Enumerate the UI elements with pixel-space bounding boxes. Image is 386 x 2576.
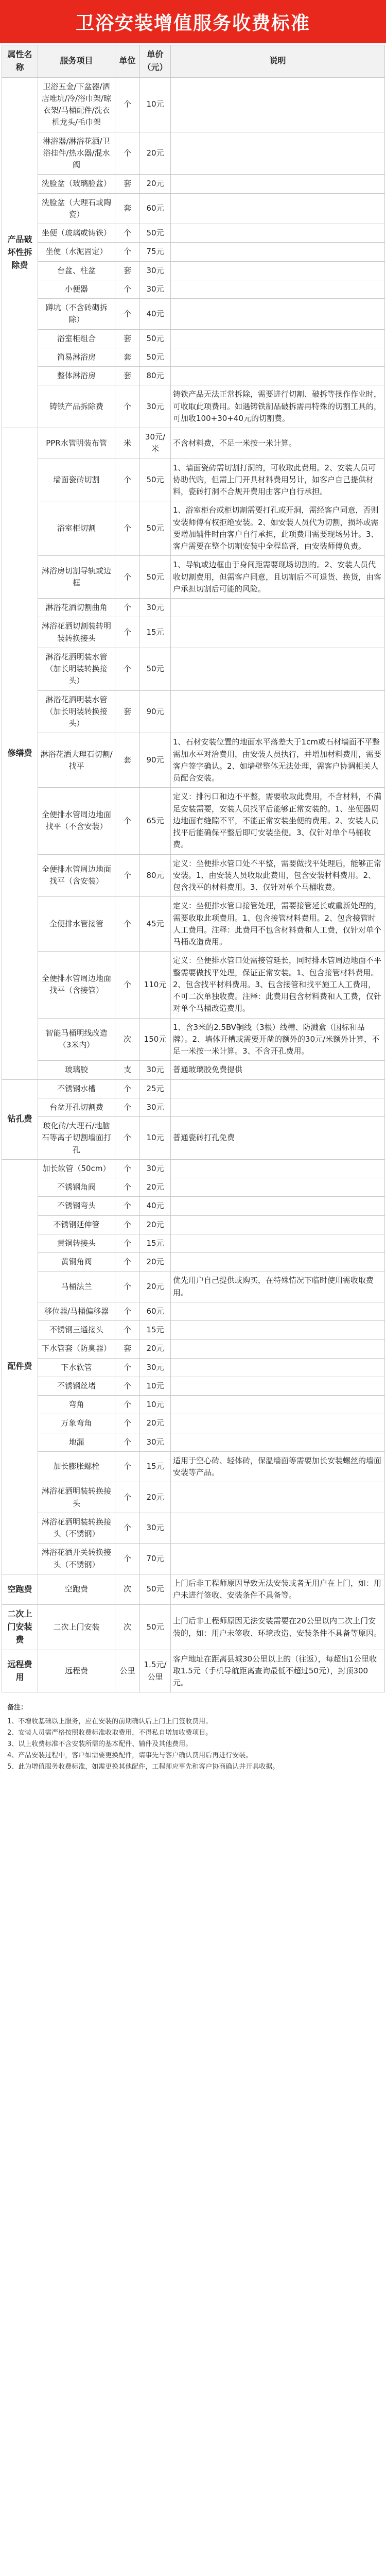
- unit-cell: 个: [115, 897, 140, 952]
- unit-cell: 个: [115, 1321, 140, 1340]
- table-row: [2, 1098, 385, 1116]
- table-row: [2, 1117, 385, 1160]
- note-cell: [171, 261, 385, 280]
- unit-cell: 套: [115, 348, 140, 366]
- service-item-cell: 加长软管（50cm）: [38, 1159, 115, 1178]
- service-item-cell: 蹲坑（不含砖砌拆除）: [38, 299, 115, 330]
- footnotes-lines: [7, 1716, 379, 1773]
- unit-cell: 个: [115, 132, 140, 175]
- table-row: [2, 1079, 385, 1098]
- title-bar: [0, 0, 386, 43]
- note-cell: [171, 1414, 385, 1433]
- price-cell: 30元: [140, 1513, 171, 1544]
- unit-cell: 个: [115, 1197, 140, 1215]
- price-cell: 50元: [140, 329, 171, 348]
- service-item-cell: 不锈钢角阀: [38, 1178, 115, 1197]
- table-row: [2, 1302, 385, 1320]
- note-cell: 定义：坐便排水管口处不平整，需要做找平处理后，能够正常安装。1、由安装人员收取此费用，包含安装材料费用。2、包含找平的材料费用。3、仅针对单个马桶收费。: [171, 854, 385, 897]
- unit-cell: 个: [115, 952, 140, 1018]
- unit-cell: 套: [115, 193, 140, 224]
- table-row: [2, 788, 385, 854]
- unit-cell: 次: [115, 1018, 140, 1061]
- unit-cell: 次: [115, 1605, 140, 1650]
- table-row: [2, 1234, 385, 1252]
- unit-cell: 套: [115, 329, 140, 348]
- table-row: [2, 1358, 385, 1377]
- service-item-cell: 墙面瓷砖切割: [38, 459, 115, 501]
- service-item-cell: 不锈钢弯头: [38, 1197, 115, 1215]
- price-cell: 15元: [140, 1234, 171, 1252]
- price-cell: 75元: [140, 243, 171, 261]
- table-row: [2, 1513, 385, 1544]
- service-item-cell: 全便排水管周边地面找平（含接管）: [38, 952, 115, 1018]
- price-cell: 15元: [140, 1321, 171, 1340]
- unit-cell: 个: [115, 556, 140, 599]
- category-cell: 修缮费: [2, 428, 38, 1080]
- table-row: [2, 367, 385, 385]
- price-cell: 20元: [140, 175, 171, 193]
- table-row: [2, 1018, 385, 1061]
- category-cell: 空跑费: [2, 1574, 38, 1605]
- table-row: [2, 648, 385, 690]
- price-cell: 60元: [140, 1302, 171, 1320]
- unit-cell: 个: [115, 1358, 140, 1377]
- note-cell: 不含材料费，不足一米按一米计算。: [171, 428, 385, 459]
- note-cell: [171, 243, 385, 261]
- header-category: 属性名称: [2, 45, 38, 78]
- unit-cell: 个: [115, 385, 140, 428]
- service-item-cell: 下水软管: [38, 1358, 115, 1377]
- price-cell: 80元: [140, 854, 171, 897]
- price-cell: 60元: [140, 193, 171, 224]
- price-cell: 70元: [140, 1544, 171, 1574]
- price-cell: 50元: [140, 459, 171, 501]
- service-item-cell: 加长膨胀螺栓: [38, 1451, 115, 1482]
- price-cell: 50元: [140, 1605, 171, 1650]
- service-item-cell: PPR水管明装布管: [38, 428, 115, 459]
- unit-cell: 个: [115, 1079, 140, 1098]
- note-cell: [171, 193, 385, 224]
- unit-cell: 个: [115, 1433, 140, 1451]
- header-price: 单价（元）: [140, 45, 171, 78]
- service-item-cell: 淋浴花洒明装转换接头: [38, 1482, 115, 1513]
- note-cell: [171, 1197, 385, 1215]
- price-cell: 20元: [140, 1340, 171, 1358]
- note-cell: 1、浴室柜台或柜切割需要打孔或开洞，需经客户同意，否则安装师傅有权拒绝安装。2、如安装人员代为切割，损坏或需要增加辅件时由客户自行承担，此项费用需要现场另计。3、客户需要在整个切割安装中全程监督，由安装师傅负责。: [171, 501, 385, 556]
- service-item-cell: 下水管套（防臭器）: [38, 1340, 115, 1358]
- unit-cell: 个: [115, 1272, 140, 1302]
- table-row: [2, 1321, 385, 1340]
- service-item-cell: 洗脸盆（玻璃脸盆）: [38, 175, 115, 193]
- service-item-cell: 坐便（玻璃或铸铁）: [38, 224, 115, 243]
- table-row: [2, 854, 385, 897]
- price-cell: 30元: [140, 1098, 171, 1116]
- service-item-cell: 弯角: [38, 1396, 115, 1414]
- service-item-cell: 铸铁产品拆除费: [38, 385, 115, 428]
- price-cell: 50元: [140, 224, 171, 243]
- price-cell: 20元: [140, 1414, 171, 1433]
- price-cell: 30元: [140, 1358, 171, 1377]
- note-cell: [171, 690, 385, 733]
- note-cell: [171, 348, 385, 366]
- unit-cell: 个: [115, 459, 140, 501]
- price-cell: 30元: [140, 261, 171, 280]
- price-cell: 1.5元/公里: [140, 1650, 171, 1692]
- footnote-line: 5、此为增值服务收费标准，如需更换其他配件，工程师应事先和客户协商确认并开具收据。: [7, 1762, 279, 1771]
- service-item-cell: 万象弯角: [38, 1414, 115, 1433]
- note-cell: 1、石材安装位置的地面水平落差大于1cm或石材墙面不平整需加水平对洽费用，由安装人员执行，并增加材料费用，需要客户签字确认。2、如墙壁整体无法处理，需客户协调相关人员配合安装。: [171, 733, 385, 788]
- service-item-cell: 台盆、柱盆: [38, 261, 115, 280]
- service-item-cell: 整体淋浴房: [38, 367, 115, 385]
- service-item-cell: 全便排水管周边地面找平（含安装）: [38, 854, 115, 897]
- service-item-cell: 黄铜转接头: [38, 1234, 115, 1252]
- table-row: [2, 501, 385, 556]
- note-cell: [171, 1433, 385, 1451]
- price-cell: 90元: [140, 690, 171, 733]
- header-item: 服务项目: [38, 45, 115, 78]
- note-cell: [171, 1234, 385, 1252]
- price-cell: 40元: [140, 1197, 171, 1215]
- unit-cell: 个: [115, 1117, 140, 1160]
- unit-cell: 个: [115, 648, 140, 690]
- unit-cell: 支: [115, 1061, 140, 1079]
- header-unit: 单位: [115, 45, 140, 78]
- table-row: [2, 299, 385, 330]
- service-item-cell: 空跑费: [38, 1574, 115, 1605]
- note-cell: [171, 1302, 385, 1320]
- note-cell: [171, 175, 385, 193]
- table-row: [2, 261, 385, 280]
- unit-cell: 套: [115, 733, 140, 788]
- table-row: [2, 690, 385, 733]
- table-row: [2, 385, 385, 428]
- note-cell: [171, 77, 385, 132]
- table-row: [2, 1061, 385, 1079]
- note-cell: [171, 1544, 385, 1574]
- table-row: [2, 428, 385, 459]
- service-item-cell: 不锈钢丝堵: [38, 1377, 115, 1395]
- service-item-cell: 淋浴花洒切割装转明装转换接头: [38, 617, 115, 648]
- table-row: [2, 1159, 385, 1178]
- note-cell: [171, 1321, 385, 1340]
- table-row: [2, 1414, 385, 1433]
- note-cell: [171, 1377, 385, 1395]
- price-cell: 20元: [140, 132, 171, 175]
- note-cell: 定义：排污口和边不平整，需要收取此费用，不含材料，不满足安装需要，安装人员找平后能够正常安装的。1、坐便器周边地面有缝隙不平，不能正常安装坐便的费用。2、安装人员找平后能确保平整后即可安装坐便。3、仅针对单个马桶收费。: [171, 788, 385, 854]
- service-item-cell: 玻璃胶: [38, 1061, 115, 1079]
- unit-cell: 个: [115, 1302, 140, 1320]
- price-cell: 30元: [140, 385, 171, 428]
- table-row: [2, 1451, 385, 1482]
- note-cell: 1、导轨或边框由于身间距需要现场切割的。2、安装人员代收切割费用，但需客户同意，且切割后不可退货、换货，由客户承担切割后可能的风险。: [171, 556, 385, 599]
- price-cell: 50元: [140, 501, 171, 556]
- table-row: [2, 280, 385, 298]
- footnote-line: 3、以上收费标准不含安装所需的基本配件、辅件及其他费用。: [7, 1740, 192, 1748]
- footnotes-title: 备注：: [7, 1704, 28, 1712]
- table-row: [2, 348, 385, 366]
- service-item-cell: 玻化砖/大理石/地脑石等离子切割墙面打孔: [38, 1117, 115, 1160]
- note-cell: [171, 1215, 385, 1234]
- service-item-cell: 淋浴花洒切割曲角: [38, 599, 115, 617]
- unit-cell: 米: [115, 428, 140, 459]
- service-item-cell: 淋浴花洒明装水管（加长明装转换接头）: [38, 648, 115, 690]
- note-cell: 1、墙面瓷砖需切割打洞的，可收取此费用。2、安装人员可协助代购，但需上门开具材料费用另计，如客户自己提供材料，瓷砖打洞不合规开费用由客户自行承担。: [171, 459, 385, 501]
- footnotes: [0, 1694, 386, 1783]
- price-cell: 20元: [140, 1253, 171, 1272]
- table-row: [2, 1215, 385, 1234]
- price-cell: 30元: [140, 599, 171, 617]
- table-row: [2, 897, 385, 952]
- footnote-line: 1、不增收基础以上服务，应在安装的前期确认后上门上门签收费用。: [7, 1717, 213, 1725]
- unit-cell: 个: [115, 1544, 140, 1574]
- price-cell: 80元: [140, 367, 171, 385]
- note-cell: [171, 329, 385, 348]
- service-item-cell: 不锈钢延伸管: [38, 1215, 115, 1234]
- unit-cell: 个: [115, 280, 140, 298]
- service-item-cell: 简易淋浴房: [38, 348, 115, 366]
- note-cell: [171, 1513, 385, 1544]
- price-cell: 30元/米: [140, 428, 171, 459]
- note-cell: 铸铁产品无法正常拆除，需要进行切割、破拆等操作作业时，可收取此项费用。如遇铸铁制品破拆需再特殊的切割工具的，可加收100+30+40元的切割费。: [171, 385, 385, 428]
- service-item-cell: 浴室柜组合: [38, 329, 115, 348]
- price-cell: 10元: [140, 1117, 171, 1160]
- note-cell: 适用于空心砖、轻体砖，保温墙面等需要加长安装螺丝的墙面安装等产品。: [171, 1451, 385, 1482]
- unit-cell: 套: [115, 1340, 140, 1358]
- table-row: [2, 77, 385, 132]
- table-row: [2, 175, 385, 193]
- table-row: [2, 1272, 385, 1302]
- price-cell: 45元: [140, 897, 171, 952]
- table-row: [2, 1377, 385, 1395]
- price-cell: 30元: [140, 1159, 171, 1178]
- table-body: [2, 77, 385, 1692]
- note-cell: [171, 1340, 385, 1358]
- category-cell: 产品破坏性拆除费: [2, 77, 38, 428]
- price-cell: 150元: [140, 1018, 171, 1061]
- service-item-cell: 马桶法兰: [38, 1272, 115, 1302]
- unit-cell: 个: [115, 243, 140, 261]
- price-cell: 110元: [140, 952, 171, 1018]
- category-cell: 钻孔费: [2, 1079, 38, 1159]
- note-cell: 定义：坐便排水管口处需接管延长，同时排水管周边地面不平整需要做找平处理，保证正常安装。1、包含接管材料费用。2、包含找平材料费用。3、包含接管和找平施工人工费用，不可二次单独收费。注释：此费用包含材料费和人工费，仅针对单个马桶改造费用。: [171, 952, 385, 1018]
- unit-cell: 个: [115, 1178, 140, 1197]
- price-cell: 90元: [140, 733, 171, 788]
- note-cell: [171, 224, 385, 243]
- note-cell: [171, 367, 385, 385]
- category-cell: 远程费用: [2, 1650, 38, 1692]
- service-item-cell: 淋浴器/淋浴花洒/卫浴挂件/热水器/混水阀: [38, 132, 115, 175]
- price-cell: 30元: [140, 1433, 171, 1451]
- unit-cell: 个: [115, 1377, 140, 1395]
- service-item-cell: 淋浴花洒明装转换接头（不锈钢）: [38, 1513, 115, 1544]
- table-row: [2, 132, 385, 175]
- note-cell: [171, 1159, 385, 1178]
- unit-cell: 个: [115, 854, 140, 897]
- unit-cell: 个: [115, 1234, 140, 1252]
- table-row: [2, 1433, 385, 1451]
- note-cell: 上门后非工程师原因导致无法安装或者无用户在上门，如：用户未进行签收、安装条件不具备等。: [171, 1574, 385, 1605]
- service-item-cell: 淋浴花洒大理石切割/找平: [38, 733, 115, 788]
- unit-cell: 个: [115, 77, 140, 132]
- footnote-line: 4、产品安装过程中，客户如需要更换配件，请事先与客户确认费用后再进行安装。: [7, 1751, 253, 1759]
- note-cell: 定义：坐便排水管口接管处理，需要接管延长或重新处理的，需要收取此项费用。1、包含接管材料费用。2、包含接管时人工费用。注释：此费用不包含材料费和人工费，仅针对单个马桶改造费用。: [171, 897, 385, 952]
- table-row: [2, 224, 385, 243]
- price-cell: 10元: [140, 1396, 171, 1414]
- unit-cell: 个: [115, 617, 140, 648]
- table-row: [2, 243, 385, 261]
- unit-cell: 个: [115, 1396, 140, 1414]
- price-cell: 10元: [140, 1377, 171, 1395]
- table-row: [2, 329, 385, 348]
- service-item-cell: 移位器/马桶偏移器: [38, 1302, 115, 1320]
- service-item-cell: 全便排水管接管: [38, 897, 115, 952]
- price-cell: 30元: [140, 280, 171, 298]
- unit-cell: 个: [115, 1414, 140, 1433]
- table-row: [2, 1605, 385, 1650]
- service-item-cell: 洗脸盆（大理石或陶瓷）: [38, 193, 115, 224]
- service-item-cell: 小便器: [38, 280, 115, 298]
- unit-cell: 公里: [115, 1650, 140, 1692]
- table-row: [2, 599, 385, 617]
- table-row: [2, 952, 385, 1018]
- price-cell: 50元: [140, 348, 171, 366]
- note-cell: [171, 1098, 385, 1116]
- table-row: [2, 459, 385, 501]
- note-cell: [171, 617, 385, 648]
- service-item-cell: 淋浴花洒开关转换接头（不锈钢）: [38, 1544, 115, 1574]
- service-item-cell: 不锈钢水槽: [38, 1079, 115, 1098]
- price-cell: 50元: [140, 556, 171, 599]
- note-cell: [171, 1482, 385, 1513]
- note-cell: 客户地址在距离县城30公里以上的（往返），每超出1公里收取1.5元（手机导航距离查询最低不超过50元），封顶300元。: [171, 1650, 385, 1692]
- price-cell: 50元: [140, 1574, 171, 1605]
- note-cell: 上门后非工程师原因无法安装需要在20公里以内二次上门安装的，如：用户未签收、环境改造、安装条件不具备等原因。: [171, 1605, 385, 1650]
- note-cell: 优先用户自己提供或购买，在特殊情况下临时使用需收取费用。: [171, 1272, 385, 1302]
- price-cell: 15元: [140, 1451, 171, 1482]
- service-item-cell: 淋浴房切割导轨或边框: [38, 556, 115, 599]
- note-cell: [171, 1178, 385, 1197]
- unit-cell: 个: [115, 1451, 140, 1482]
- service-item-cell: 远程费: [38, 1650, 115, 1692]
- service-item-cell: 智能马桶明线改造（3米内）: [38, 1018, 115, 1061]
- service-item-cell: 台盆开孔切割费: [38, 1098, 115, 1116]
- unit-cell: 个: [115, 1253, 140, 1272]
- table-row: [2, 733, 385, 788]
- unit-cell: 个: [115, 224, 140, 243]
- unit-cell: 个: [115, 299, 140, 330]
- table-row: [2, 1178, 385, 1197]
- header-note: 说明: [171, 45, 385, 78]
- note-cell: [171, 132, 385, 175]
- table-row: [2, 1482, 385, 1513]
- table-row: [2, 1197, 385, 1215]
- unit-cell: 套: [115, 175, 140, 193]
- price-cell: 25元: [140, 1079, 171, 1098]
- unit-cell: 个: [115, 1098, 140, 1116]
- unit-cell: 个: [115, 599, 140, 617]
- unit-cell: 个: [115, 788, 140, 854]
- footnote-line: 2、安装人员需严格按照收费标准收取费用，不得私自增加收费项目。: [7, 1728, 213, 1737]
- unit-cell: 次: [115, 1574, 140, 1605]
- note-cell: [171, 299, 385, 330]
- service-item-cell: 坐便（水泥固定）: [38, 243, 115, 261]
- unit-cell: 个: [115, 1482, 140, 1513]
- service-item-cell: 全便排水管周边地面找平（不含安装）: [38, 788, 115, 854]
- note-cell: [171, 599, 385, 617]
- table-row: [2, 1253, 385, 1272]
- unit-cell: 个: [115, 1215, 140, 1234]
- note-cell: [171, 1396, 385, 1414]
- price-cell: 20元: [140, 1178, 171, 1197]
- unit-cell: 套: [115, 367, 140, 385]
- unit-cell: 套: [115, 261, 140, 280]
- table-header-row: [2, 45, 385, 78]
- price-cell: 50元: [140, 648, 171, 690]
- unit-cell: 个: [115, 1513, 140, 1544]
- note-cell: [171, 648, 385, 690]
- service-item-cell: 卫浴五金/下盆器/洒店堆坑/冷/浴巾架/晾衣架/马桶配件/洗衣机龙头/毛巾架: [38, 77, 115, 132]
- price-cell: 40元: [140, 299, 171, 330]
- note-cell: 1、含3米的2.5BV铜线（3根）线槽、防溅盒（国标和品牌）。2、墙体开槽或需要开凿的额外的30元/米额外计算，不足一米按一米计算。3、不含开孔费用。: [171, 1018, 385, 1061]
- table-row: [2, 1340, 385, 1358]
- note-cell: [171, 280, 385, 298]
- table-row: [2, 1650, 385, 1692]
- price-cell: 65元: [140, 788, 171, 854]
- price-cell: 10元: [140, 77, 171, 132]
- table-row: [2, 1544, 385, 1574]
- note-cell: [171, 1358, 385, 1377]
- table-row: [2, 193, 385, 224]
- note-cell: [171, 1253, 385, 1272]
- note-cell: 普通玻璃胶免费提供: [171, 1061, 385, 1079]
- unit-cell: 个: [115, 501, 140, 556]
- unit-cell: 个: [115, 1159, 140, 1178]
- table-row: [2, 556, 385, 599]
- category-cell: 二次上门安装费: [2, 1605, 38, 1650]
- service-item-cell: 浴室柜切割: [38, 501, 115, 556]
- category-cell: 配件费: [2, 1159, 38, 1574]
- service-item-cell: 不锈钢三通接头: [38, 1321, 115, 1340]
- service-item-cell: 二次上门安装: [38, 1605, 115, 1650]
- service-item-cell: 淋浴花洒明装水管（加长明装转换接头）: [38, 690, 115, 733]
- price-cell: 20元: [140, 1215, 171, 1234]
- price-cell: 15元: [140, 617, 171, 648]
- service-item-cell: 黄铜角阀: [38, 1253, 115, 1272]
- page-title: 卫浴安装增值服务收费标准: [75, 12, 310, 34]
- price-table: [2, 45, 385, 1692]
- price-cell: 20元: [140, 1482, 171, 1513]
- table-row: [2, 1574, 385, 1605]
- table-row: [2, 1396, 385, 1414]
- note-cell: [171, 1079, 385, 1098]
- price-cell: 30元: [140, 1061, 171, 1079]
- table-row: [2, 617, 385, 648]
- unit-cell: 套: [115, 690, 140, 733]
- note-cell: 普通瓷砖打孔免费: [171, 1117, 385, 1160]
- service-item-cell: 地漏: [38, 1433, 115, 1451]
- price-cell: 20元: [140, 1272, 171, 1302]
